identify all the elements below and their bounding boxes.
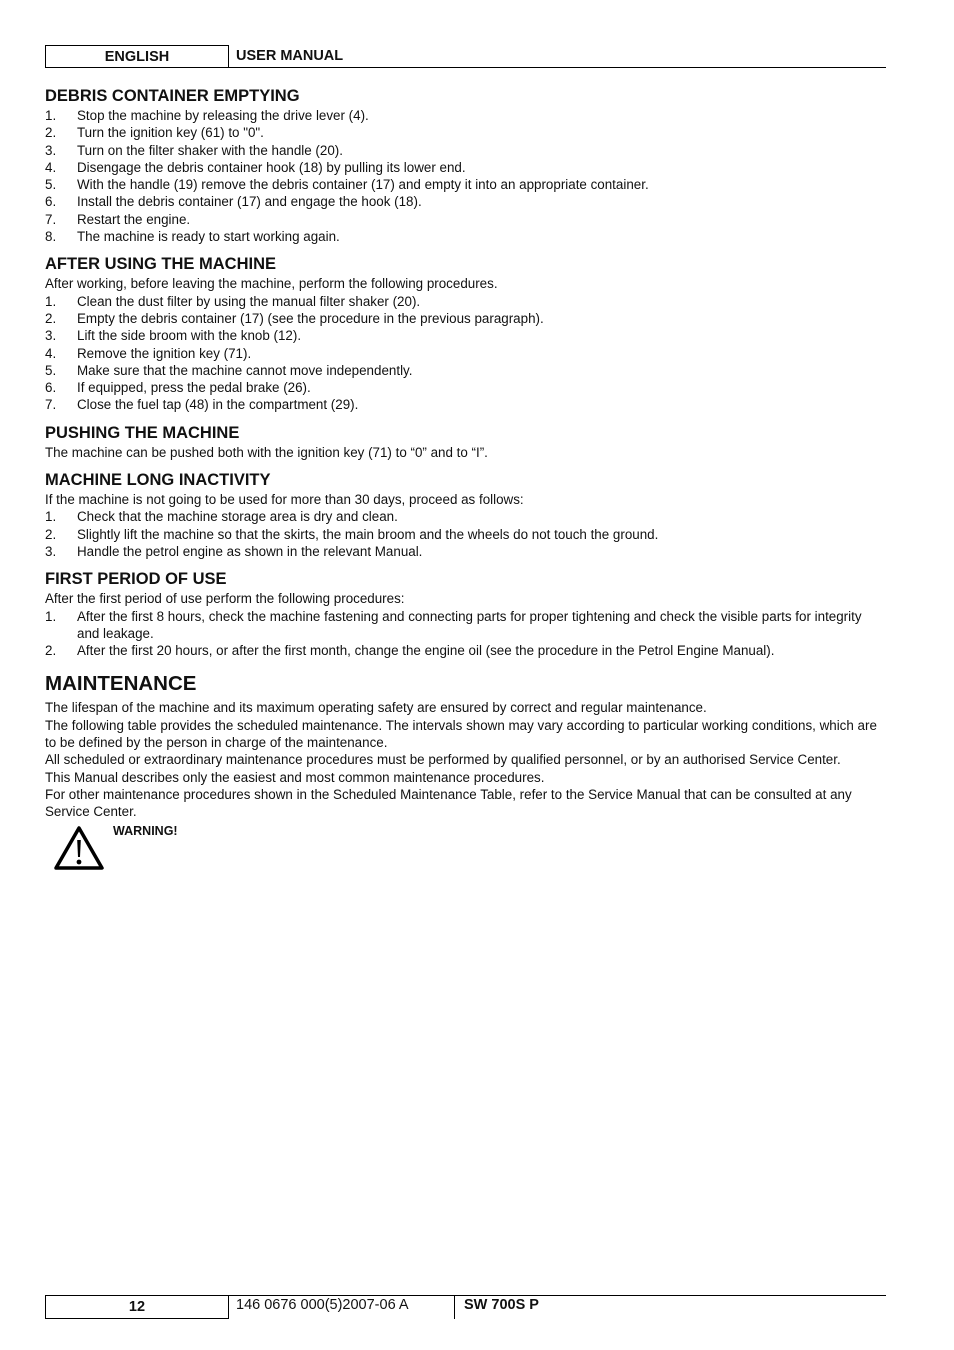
- page-content: [45, 85, 886, 877]
- list-item: 1. After the first 8 hours, check the machine fastening and connecting parts for proper tightening and check the visible parts for integrity and leakage.: [45, 608, 862, 641]
- inactivity-intro: If the machine is not going to be used for more than 30 days, proceed as follows:: [45, 492, 524, 508]
- list-item: 1. Stop the machine by releasing the drive lever (4).: [45, 108, 369, 123]
- section-heading-debris: DEBRIS CONTAINER EMPTYING: [45, 87, 300, 105]
- page-number: 12: [45, 1295, 229, 1319]
- list-item: 7. Restart the engine.: [45, 211, 191, 227]
- list-item: 2. After the first 20 hours, or after the first month, change the engine oil (see the procedure in the Petrol Engine Manual).: [45, 643, 775, 659]
- maintenance-paragraph: This Manual describes only the easiest and most common maintenance procedures.: [45, 769, 545, 785]
- pushing-text: The machine can be pushed both with the ignition key (71) to “0” and to “I”.: [45, 444, 488, 460]
- list-item: 5. Make sure that the machine cannot move independently.: [45, 362, 413, 378]
- list-item: 4. Disengage the debris container hook (18) by pulling its lower end.: [45, 159, 466, 175]
- list-item: 5. With the handle (19) remove the debris container (17) and empty it into an appropriate container.: [45, 177, 649, 193]
- list-item: 1. Clean the dust filter by using the manual filter shaker (20).: [45, 293, 421, 309]
- first-period-intro: After the first period of use perform the following procedures:: [45, 591, 405, 607]
- list-item: 7. Close the fuel tap (48) in the compartment (29).: [45, 397, 359, 413]
- section-heading-first-period: FIRST PERIOD OF USE: [45, 570, 227, 589]
- maintenance-paragraph: The lifespan of the machine and its maximum operating safety are ensured by correct and regular maintenance.: [45, 700, 707, 716]
- maintenance-paragraph: All scheduled or extraordinary maintenance procedures must be performed by qualified personnel, or by an authorised Service Center.: [45, 752, 841, 768]
- page-footer: [45, 1295, 886, 1319]
- document-code: 146 0676 000(5)2007-06 A: [236, 1297, 409, 1313]
- warning-label: WARNING!: [113, 823, 178, 838]
- maintenance-paragraph: The following table provides the scheduled maintenance. The intervals shown may vary according to particular working conditions, which are to be defined by the person in charge of the maintenance.: [45, 717, 877, 751]
- first-period-steps: [45, 608, 886, 660]
- header-rule: [228, 67, 886, 68]
- list-item: 8. The machine is ready to start working again.: [45, 229, 340, 245]
- list-item: 3. Lift the side broom with the knob (12).: [45, 328, 302, 344]
- list-item: 2. Slightly lift the machine so that the skirts, the main broom and the wheels do not touch the ground.: [45, 526, 659, 542]
- inactivity-steps: [45, 508, 886, 560]
- section-heading-after: AFTER USING THE MACHINE: [45, 255, 276, 274]
- manual-title: USER MANUAL: [236, 48, 344, 64]
- section-heading-pushing: PUSHING THE MACHINE: [45, 423, 240, 442]
- maintenance-paragraph: For other maintenance procedures shown in the Scheduled Maintenance Table, refer to the Service Manual that can be consulted at any Service Center.: [45, 786, 852, 820]
- warning-triangle-icon: [53, 825, 105, 871]
- list-item: 6. Install the debris container (17) and engage the hook (18).: [45, 194, 422, 210]
- list-item: 3. Turn on the filter shaker with the handle (20).: [45, 142, 343, 158]
- section-heading-inactivity: MACHINE LONG INACTIVITY: [45, 471, 271, 490]
- warning-block: [45, 821, 886, 877]
- footer-separator: [454, 1295, 455, 1319]
- list-item: 3. Handle the petrol engine as shown in the relevant Manual.: [45, 543, 423, 559]
- list-item: 2. Turn the ignition key (61) to "0".: [45, 125, 264, 141]
- list-item: 1. Check that the machine storage area is dry and clean.: [45, 509, 398, 525]
- list-item: 6. If equipped, press the pedal brake (26).: [45, 380, 311, 396]
- footer-rule: [228, 1295, 886, 1296]
- after-steps: [45, 293, 886, 414]
- section-heading-maintenance: MAINTENANCE: [45, 672, 197, 696]
- after-intro: After working, before leaving the machine, perform the following procedures.: [45, 276, 498, 292]
- language-label: ENGLISH: [45, 45, 229, 68]
- model-name: SW 700S P: [464, 1297, 539, 1313]
- list-item: 4. Remove the ignition key (71).: [45, 345, 252, 361]
- debris-steps: [45, 107, 886, 245]
- list-item: 2. Empty the debris container (17) (see the procedure in the previous paragraph).: [45, 310, 544, 326]
- page-header: [45, 45, 886, 67]
